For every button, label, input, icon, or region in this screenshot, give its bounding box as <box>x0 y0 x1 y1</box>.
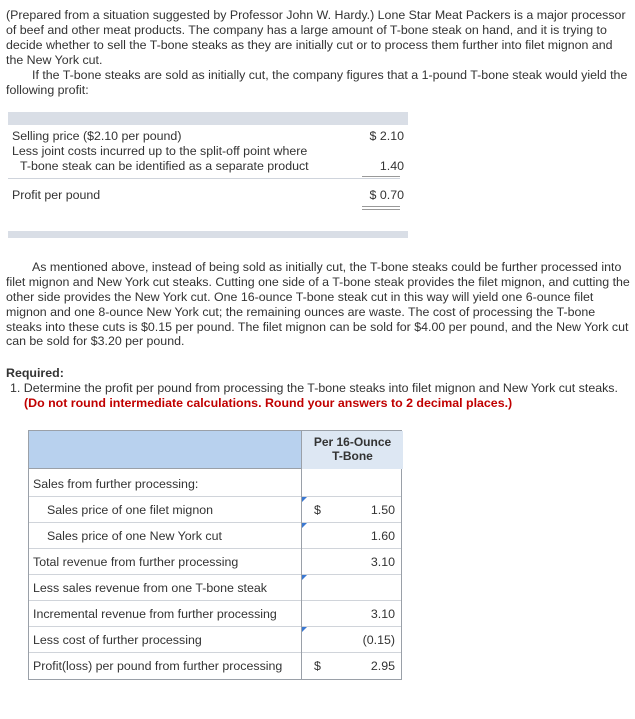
answer-value: 1.60 <box>370 529 395 543</box>
answer-cell-empty <box>301 469 403 497</box>
scenario-paragraph: As mentioned above, instead of being sold as initially cut, the T-bone steaks could be further processed into filet mignon and New York cut steaks. Cutting one side of a T-bone steak provides the filet mignon, and cutting the other side provides the New York cut. One 16-ounce T-bone steak cut in this way will yield one 6-ounce filet mignon and one 8-ounce New York cut; the remaining ounces are waste. The cost of processing the T-bone steaks into these cuts is $0.15 per pound. The filet mignon can be sold for $4.00 per pound, and the New York cut can be sold for $3.20 per pound. <box>6 260 630 349</box>
input-flag-icon <box>302 627 307 632</box>
answer-input-new-york-cut[interactable] <box>301 523 403 549</box>
currency-symbol: $ <box>314 659 321 673</box>
total-double-rule-bottom <box>362 209 400 210</box>
currency-symbol: $ <box>314 503 321 517</box>
answer-table-header <box>29 431 401 469</box>
answer-value: 2.95 <box>370 659 395 673</box>
input-flag-icon <box>302 575 307 580</box>
profit-row-label: Profit per pound <box>12 188 101 202</box>
input-flag-icon <box>302 497 307 502</box>
row-label: Less sales revenue from one T-bone steak <box>33 581 267 595</box>
required-heading: Required: <box>6 366 64 380</box>
row-label: Sales from further processing: <box>33 477 199 491</box>
answer-value: 3.10 <box>370 555 395 569</box>
table-row <box>29 601 401 627</box>
row-label: Incremental revenue from further processing <box>33 607 277 621</box>
profit-row-label: T-bone steak can be identified as a separate product <box>20 159 309 173</box>
profit-row-label: Selling price ($2.10 per pound) <box>12 129 182 143</box>
profit-row-value: $ 0.70 <box>369 188 404 202</box>
row-label: Sales price of one New York cut <box>47 529 222 543</box>
rounding-note: (Do not round intermediate calculations. Round your answers to 2 decimal places.) <box>24 395 513 410</box>
intro-paragraph-2: If the T-bone steaks are sold as initially cut, the company figures that a 1-pound T-bone steak would yield the following profit: <box>6 68 628 97</box>
profit-row-label: Less joint costs incurred up to the split-off point where <box>12 144 308 158</box>
column-header-line-1: Per 16-Ounce <box>313 435 392 449</box>
row-label: Sales price of one filet mignon <box>47 503 213 517</box>
table-row <box>29 575 401 601</box>
profit-row-value: 1.40 <box>379 159 404 173</box>
profit-row-value: $ 2.10 <box>369 129 404 143</box>
row-label: Total revenue from further processing <box>33 555 239 569</box>
column-header-line-2: T-Bone <box>332 449 373 464</box>
total-double-rule-top <box>362 206 400 207</box>
column-header-per-tbone <box>301 431 403 469</box>
input-flag-icon <box>302 523 307 528</box>
answer-value: 1.50 <box>370 503 395 517</box>
row-label: Profit(loss) per pound from further processing <box>33 659 283 673</box>
table-row <box>29 627 401 653</box>
table-row <box>29 549 401 575</box>
row-label: Less cost of further processing <box>33 633 202 647</box>
table-row <box>29 523 401 549</box>
table-row <box>29 653 401 679</box>
answer-input-incremental-revenue[interactable] <box>301 601 403 627</box>
answer-input-total-revenue[interactable] <box>301 549 403 575</box>
required-section <box>6 366 630 411</box>
answer-table <box>28 430 402 680</box>
answer-input-further-processing-cost[interactable] <box>301 627 403 653</box>
profit-table <box>8 112 408 238</box>
profit-table-footer-bar <box>8 231 408 238</box>
table-row <box>29 497 401 523</box>
subtotal-rule <box>362 176 400 177</box>
profit-table-header-bar <box>8 112 408 125</box>
answer-value: 3.10 <box>370 607 395 621</box>
intro-paragraph: (Prepared from a situation suggested by Professor John W. Hardy.) Lone Star Meat Packers is a major processor of beef and other meat products. The company has a large amount of T-bone steak on hand, and it is trying to decide whether to sell the T-bone steaks as they are initially cut or to process them further into filet mignon and the New York cut. <box>6 8 626 67</box>
required-item <box>6 381 630 411</box>
answer-input-filet-mignon[interactable] <box>301 497 403 523</box>
table-row <box>29 469 401 497</box>
row-separator <box>8 178 400 179</box>
required-item-text: 1. Determine the profit per pound from processing the T-bone steaks into filet mignon and New York cut steaks. <box>10 380 618 395</box>
answer-input-tbone-revenue[interactable] <box>301 575 403 601</box>
answer-input-profit-further-processing[interactable] <box>301 653 403 679</box>
answer-value: (0.15) <box>362 633 395 647</box>
